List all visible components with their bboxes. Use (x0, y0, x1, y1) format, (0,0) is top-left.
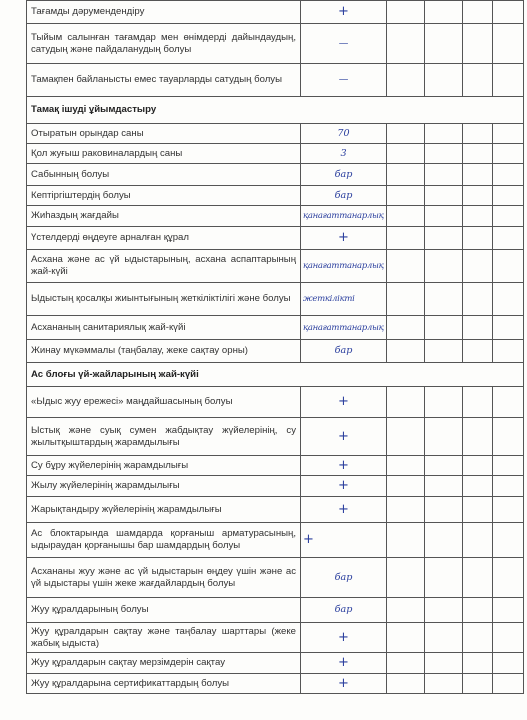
empty-cell (425, 340, 463, 363)
empty-cell (425, 653, 463, 674)
empty-cell (425, 186, 463, 206)
empty-cell (425, 283, 463, 316)
section-title: Тамақ ішуді ұйымдастыру (27, 97, 524, 124)
inspection-table (26, 0, 524, 694)
empty-cell (463, 598, 493, 623)
table-row (27, 476, 524, 497)
row-label: Ыдыстың қосалқы жиынтығының жеткіліктілігі және болуы (27, 283, 301, 316)
empty-cell (463, 186, 493, 206)
row-label: Жуу құралдарына сертификаттардың болуы (27, 674, 301, 694)
row-label: Ас блоктарында шамдарда қорғаныш арматурасының, ыдыраудан қорғанышы бар шамдардың болуы (27, 523, 301, 558)
empty-cell (387, 250, 425, 283)
empty-cell (425, 124, 463, 144)
empty-cell (425, 387, 463, 418)
handwritten-value: + (301, 456, 387, 476)
empty-cell (387, 653, 425, 674)
table-row (27, 64, 524, 97)
handwritten-value: қанағаттанарлық (301, 316, 387, 340)
table-row (27, 124, 524, 144)
empty-cell (387, 227, 425, 250)
empty-cell (425, 598, 463, 623)
empty-cell (463, 523, 493, 558)
empty-cell (493, 64, 524, 97)
row-label: Жуу құралдарының болуы (27, 598, 301, 623)
handwritten-value: бар (301, 340, 387, 363)
section-header-row (27, 97, 524, 124)
empty-cell (387, 124, 425, 144)
empty-cell (425, 558, 463, 598)
empty-cell (493, 24, 524, 64)
empty-cell (493, 653, 524, 674)
empty-cell (463, 283, 493, 316)
empty-cell (463, 227, 493, 250)
empty-cell (463, 418, 493, 456)
empty-cell (493, 164, 524, 186)
empty-cell (463, 124, 493, 144)
table-row (27, 497, 524, 523)
empty-cell (387, 283, 425, 316)
empty-cell (463, 164, 493, 186)
section-title: Ас блоғы үй-жайларының жай-күйі (27, 363, 524, 387)
empty-cell (387, 456, 425, 476)
empty-cell (387, 623, 425, 653)
table-row (27, 598, 524, 623)
table-row (27, 674, 524, 694)
empty-cell (463, 674, 493, 694)
empty-cell (493, 186, 524, 206)
empty-cell (463, 24, 493, 64)
row-label: Асхананы жуу және ас үй ыдыстарын өңдеу үшін және ас үй ыдыстары үшін жеке жағдайлардың болуы (27, 558, 301, 598)
empty-cell (387, 186, 425, 206)
row-label: Су бұру жүйелерінің жарамдылығы (27, 456, 301, 476)
table-row (27, 316, 524, 340)
empty-cell (493, 674, 524, 694)
empty-cell (463, 653, 493, 674)
table-row (27, 340, 524, 363)
row-label: Үстелдерді өңдеуге арналған құрал (27, 227, 301, 250)
row-label: Жарықтандыру жүйелерінің жарамдылығы (27, 497, 301, 523)
empty-cell (493, 387, 524, 418)
empty-cell (425, 523, 463, 558)
section-header-row (27, 363, 524, 387)
empty-cell (387, 1, 425, 24)
handwritten-value: 3 (301, 144, 387, 164)
empty-cell (425, 24, 463, 64)
empty-cell (387, 206, 425, 227)
empty-cell (493, 558, 524, 598)
table-row (27, 227, 524, 250)
table-row (27, 623, 524, 653)
empty-cell (493, 227, 524, 250)
empty-cell (425, 497, 463, 523)
empty-cell (387, 523, 425, 558)
handwritten-value: — (301, 64, 387, 97)
handwritten-value: + (301, 1, 387, 24)
table-row (27, 456, 524, 476)
handwritten-value: + (301, 523, 387, 558)
table-row (27, 144, 524, 164)
empty-cell (493, 456, 524, 476)
empty-cell (387, 476, 425, 497)
row-label: Жылу жүйелерінің жарамдылығы (27, 476, 301, 497)
empty-cell (425, 316, 463, 340)
empty-cell (493, 206, 524, 227)
row-label: «Ыдыс жуу ережесі» маңдайшасының болуы (27, 387, 301, 418)
row-label: Жуу құралдарын сақтау және таңбалау шарттары (жеке жабық ыдыста) (27, 623, 301, 653)
row-label: Жинау мүкәммалы (таңбалау, жеке сақтау орны) (27, 340, 301, 363)
empty-cell (493, 1, 524, 24)
handwritten-value: + (301, 653, 387, 674)
table-row (27, 387, 524, 418)
row-label: Жиһаздың жағдайы (27, 206, 301, 227)
row-label: Қол жуғыш раковиналардың саны (27, 144, 301, 164)
empty-cell (387, 64, 425, 97)
empty-cell (387, 24, 425, 64)
empty-cell (493, 418, 524, 456)
empty-cell (493, 623, 524, 653)
empty-cell (425, 456, 463, 476)
empty-cell (425, 64, 463, 97)
table-row (27, 558, 524, 598)
row-label: Асхананың санитариялық жай-күйі (27, 316, 301, 340)
handwritten-value: қанағаттанарлық (301, 206, 387, 227)
empty-cell (425, 476, 463, 497)
table-row (27, 653, 524, 674)
empty-cell (425, 418, 463, 456)
handwritten-value: қанағаттанарлық (301, 250, 387, 283)
empty-cell (493, 316, 524, 340)
empty-cell (463, 206, 493, 227)
handwritten-value: + (301, 497, 387, 523)
empty-cell (493, 340, 524, 363)
table-row (27, 164, 524, 186)
table-row (27, 186, 524, 206)
empty-cell (463, 64, 493, 97)
empty-cell (387, 340, 425, 363)
empty-cell (387, 418, 425, 456)
table-row (27, 523, 524, 558)
row-label: Асхана және ас үй ыдыстарының, асхана аспаптарының жай-күйі (27, 250, 301, 283)
empty-cell (387, 387, 425, 418)
row-label: Жуу құралдарын сақтау мерзімдерін сақтау (27, 653, 301, 674)
handwritten-value: + (301, 623, 387, 653)
empty-cell (387, 558, 425, 598)
empty-cell (387, 164, 425, 186)
empty-cell (387, 674, 425, 694)
empty-cell (463, 497, 493, 523)
row-label: Кептіргіштердің болуы (27, 186, 301, 206)
table-row (27, 250, 524, 283)
empty-cell (463, 316, 493, 340)
empty-cell (425, 674, 463, 694)
empty-cell (425, 206, 463, 227)
empty-cell (387, 316, 425, 340)
empty-cell (463, 476, 493, 497)
empty-cell (425, 623, 463, 653)
table-row (27, 24, 524, 64)
handwritten-value: жеткілікті (301, 283, 387, 316)
empty-cell (463, 340, 493, 363)
empty-cell (463, 144, 493, 164)
handwritten-value: бар (301, 186, 387, 206)
empty-cell (463, 1, 493, 24)
empty-cell (463, 387, 493, 418)
handwritten-value: бар (301, 598, 387, 623)
empty-cell (493, 144, 524, 164)
handwritten-value: + (301, 227, 387, 250)
handwritten-value: — (301, 24, 387, 64)
handwritten-value: + (301, 387, 387, 418)
empty-cell (463, 558, 493, 598)
empty-cell (425, 250, 463, 283)
empty-cell (493, 283, 524, 316)
row-label: Тыйым салынған тағамдар мен өнімдерді дайындаудың, сатудың және пайдаланудың болуы (27, 24, 301, 64)
handwritten-value: + (301, 476, 387, 497)
handwritten-value: + (301, 418, 387, 456)
empty-cell (463, 250, 493, 283)
empty-cell (493, 250, 524, 283)
table-row (27, 418, 524, 456)
row-label: Отыратын орындар саны (27, 124, 301, 144)
empty-cell (493, 476, 524, 497)
table-row (27, 283, 524, 316)
empty-cell (425, 164, 463, 186)
empty-cell (387, 144, 425, 164)
empty-cell (493, 497, 524, 523)
empty-cell (463, 456, 493, 476)
empty-cell (425, 144, 463, 164)
empty-cell (425, 1, 463, 24)
handwritten-value: + (301, 674, 387, 694)
row-label: Ыстық және суық сумен жабдықтау жүйелерінің, су жылытқыштардың жарамдылығы (27, 418, 301, 456)
table-row (27, 1, 524, 24)
empty-cell (387, 598, 425, 623)
row-label: Тамақпен байланысты емес тауарларды сатудың болуы (27, 64, 301, 97)
empty-cell (493, 124, 524, 144)
empty-cell (425, 227, 463, 250)
empty-cell (463, 623, 493, 653)
handwritten-value: бар (301, 558, 387, 598)
empty-cell (387, 497, 425, 523)
empty-cell (493, 523, 524, 558)
row-label: Сабынның болуы (27, 164, 301, 186)
row-label: Тағамды дәрумендендіру (27, 1, 301, 24)
handwritten-value: бар (301, 164, 387, 186)
handwritten-value: 70 (301, 124, 387, 144)
empty-cell (493, 598, 524, 623)
table-row (27, 206, 524, 227)
